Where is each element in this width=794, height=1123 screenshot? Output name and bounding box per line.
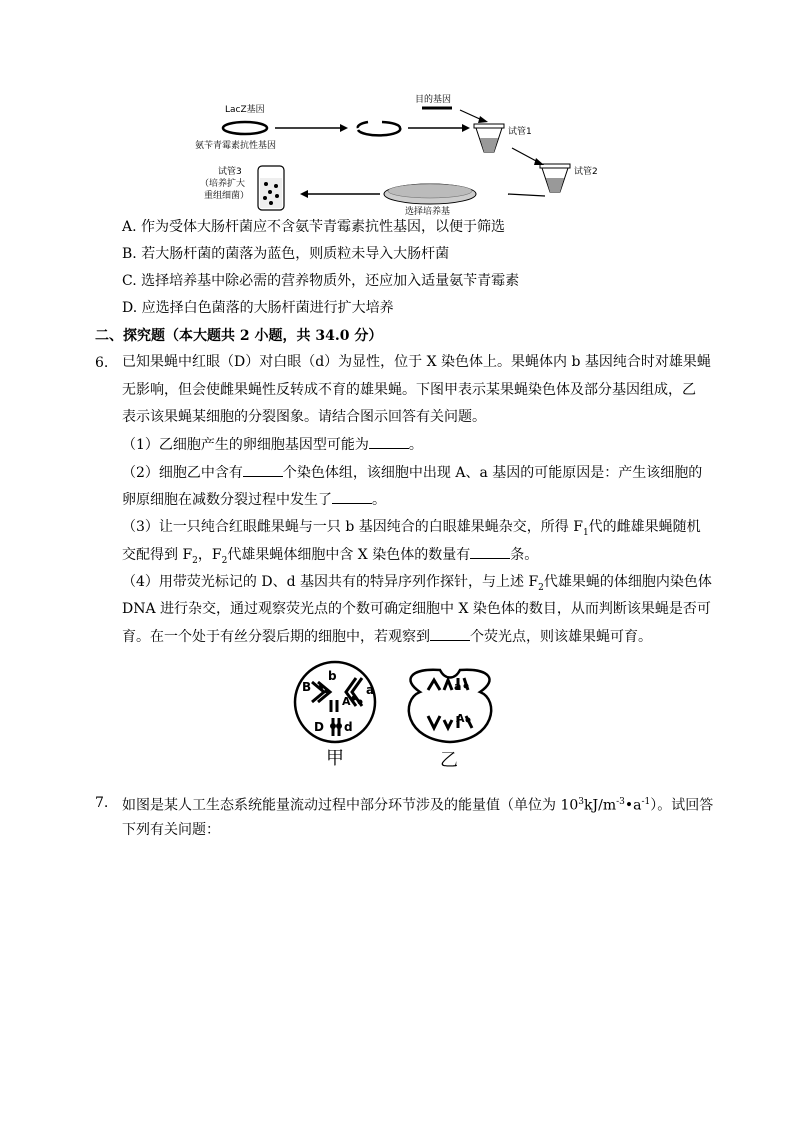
- q6-part2: （2）细胞乙中含有 个染色体组，该细胞中出现 A、a 基因的可能原因是：产生该细胞的: [122, 462, 702, 483]
- q6-part4-cont: DNA 进行杂交，通过观察荧光点的个数可确定细胞中 X 染色体的数目，从而判断该果蝇是否可: [122, 601, 711, 617]
- cell-diagrams: [290, 660, 510, 775]
- target-gene-label: 目的基因: [415, 95, 452, 105]
- tube3-label-1: 试管3: [218, 167, 242, 177]
- q6-part1: （1）乙细胞产生的卵细胞基因型可能为 。: [122, 434, 423, 455]
- gene-D: D: [314, 720, 324, 734]
- jia-label: 甲: [326, 748, 344, 769]
- gene-A-yi: A: [456, 712, 465, 725]
- q6-part2-cont: 卵原细胞在减数分裂过程中发生了 。: [122, 489, 386, 510]
- gene-d: d: [344, 720, 353, 734]
- q6-part4-cont2: 育。在一个处于有丝分裂后期的细胞中，若观察到 个荧光点，则该雄果蝇可育。: [122, 626, 652, 647]
- option-c: C. 选择培养基中除必需的营养物质外，还应加入适量氨苄青霉素: [122, 273, 520, 289]
- tube3-label-3: 重组细菌）: [204, 191, 250, 201]
- q6-part3-cont: 交配得到 $F_2$，$F_2$代雄果蝇体细胞中含 X 染色体的数量有 条。: [122, 544, 538, 571]
- cell-yi: [409, 670, 491, 742]
- answer-blank[interactable]: [430, 626, 470, 641]
- gene-b: b: [328, 669, 337, 683]
- q7-line1: 如图是某人工生态系统能量流动过程中部分环节涉及的能量值（单位为 $10^3kJ/m^{-3}•a^{-1}$）。试回答: [122, 797, 714, 814]
- tube2-label: 试管2: [574, 167, 598, 177]
- answer-blank[interactable]: [470, 544, 510, 559]
- q6-number: 6.: [95, 355, 109, 371]
- gene-a-yi: a: [454, 680, 462, 693]
- q6-intro-1: 已知果蝇中红眼（D）对白眼（d）为显性，位于 X 染色体上。果蝇体内 b 基因纯合时对雄果蝇: [122, 354, 711, 370]
- gene-A-jia: A: [342, 695, 351, 708]
- section-heading: 二、探究题（本大题共 2 小题，共 34.0 分）: [95, 328, 383, 344]
- q6-part3: （3）让一只纯合红眼雌果蝇与一只 b 基因纯合的白眼雄果蝇杂交，所得 $F_1$代的雌雄果蝇随机: [122, 519, 701, 538]
- option-d: D. 应选择白色菌落的大肠杆菌进行扩大培养: [122, 300, 394, 316]
- petri-dish: [384, 184, 476, 204]
- answer-blank[interactable]: [332, 489, 372, 504]
- q7-line2: 下列有关问题：: [122, 822, 220, 838]
- q6-intro-3: 表示该果蝇某细胞的分裂图象。请结合图示回答有关问题。: [122, 409, 486, 425]
- yi-label: 乙: [440, 750, 458, 771]
- ampr-label: 氨苄青霉素抗性基因: [195, 141, 277, 151]
- gene-a-jia: a: [366, 683, 375, 697]
- option-a: A. 作为受体大肠杆菌应不含氨苄青霉素抗性基因，以便于筛选: [122, 219, 506, 235]
- answer-blank[interactable]: [369, 434, 409, 449]
- option-b: B. 若大肠杆菌的菌落为蓝色，则质粒未导入大肠杆菌: [122, 246, 450, 262]
- cut-plasmid: [358, 122, 400, 135]
- test-tube-2: [540, 164, 570, 192]
- tube3-label-2: （培养扩大: [200, 179, 246, 189]
- q7-number: 7.: [95, 795, 109, 811]
- test-tube-3: [258, 166, 284, 210]
- gene-engineering-diagram: [190, 90, 610, 220]
- q6-intro-2: 无影响，但会使雌果蝇性反转成不育的雄果蝇。下图甲表示某果蝇染色体及部分基因组成，乙: [122, 382, 696, 398]
- q6-part4: （4）用带荧光标记的 D、d 基因共有的特异序列作探针，与上述 $F_2$代雄果蝇的体细胞内染色体: [122, 574, 712, 593]
- tube1-label: 试管1: [508, 127, 532, 137]
- test-tube-1: [474, 124, 504, 152]
- lacz-label: LacZ基因: [225, 105, 265, 115]
- gene-B: B: [302, 680, 312, 694]
- answer-blank[interactable]: [243, 462, 283, 477]
- plasmid-ring: [223, 122, 267, 134]
- medium-label: 选择培养基: [405, 207, 451, 217]
